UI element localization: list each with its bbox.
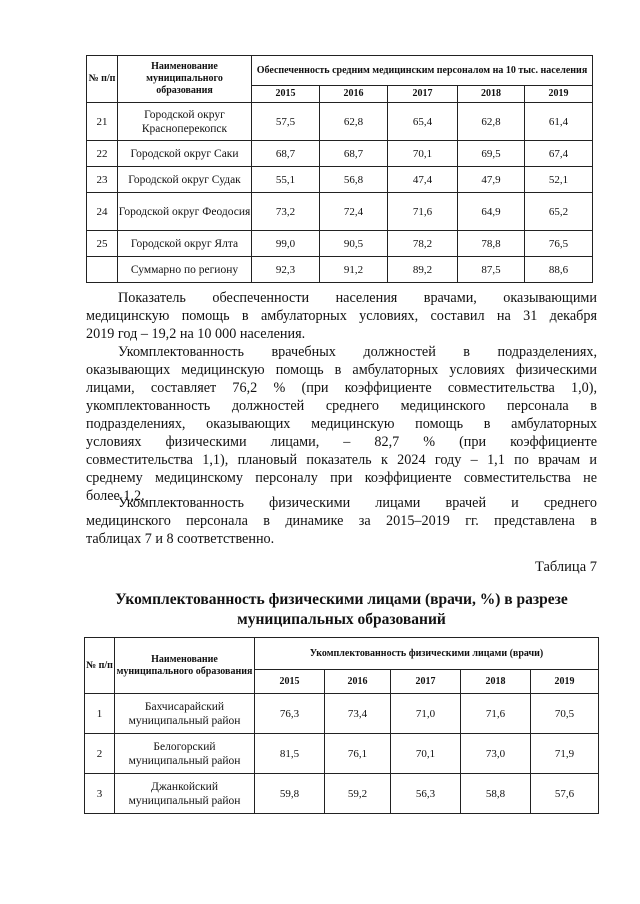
header-name: Наименование муниципального образования — [118, 56, 252, 103]
cell-value: 56,8 — [320, 167, 388, 193]
row-num: 2 — [85, 734, 115, 774]
cell-value: 68,7 — [252, 141, 320, 167]
cell-value: 78,8 — [458, 231, 525, 257]
cell-value: 59,8 — [255, 774, 325, 814]
header-group: Укомплектованность физическими лицами (врачи) — [255, 638, 599, 670]
table-row — [85, 694, 599, 734]
cell-value: 78,2 — [388, 231, 458, 257]
cell-value: 59,2 — [325, 774, 391, 814]
cell-value: 57,5 — [252, 103, 320, 141]
cell-value: 67,4 — [525, 141, 593, 167]
table-row — [87, 193, 593, 231]
text-line: Укомплектованность врачебных должностей в подразделениях, — [118, 344, 597, 360]
header-name: Наименование муниципального образования — [115, 638, 255, 694]
cell-value: 70,1 — [388, 141, 458, 167]
paragraph-1 — [86, 289, 597, 343]
cell-value: 73,2 — [252, 193, 320, 231]
row-num: 22 — [87, 141, 118, 167]
cell-value: 72,4 — [320, 193, 388, 231]
cell-value: 70,1 — [391, 734, 461, 774]
row-num: 21 — [87, 103, 118, 141]
text-line: укомплектованность должностей среднего медицинского персонала в — [86, 398, 597, 414]
cell-value: 47,9 — [458, 167, 525, 193]
row-num: 1 — [85, 694, 115, 734]
text-line: среднему медицинскому персоналу при коэффициенте совместительства не — [86, 470, 597, 486]
table-7 — [84, 637, 599, 814]
cell-value: 62,8 — [458, 103, 525, 141]
header-year: 2019 — [531, 670, 599, 694]
cell-value: 76,3 — [255, 694, 325, 734]
cell-value: 69,5 — [458, 141, 525, 167]
text-line: более 1,2. — [86, 488, 145, 504]
cell-value: 92,3 — [252, 257, 320, 283]
paragraph-2 — [86, 343, 597, 505]
header-year: 2018 — [458, 86, 525, 103]
row-name: Городской округ Саки — [118, 141, 252, 167]
text-line: Укомплектованность физическими лицами врачей и среднего — [118, 495, 597, 511]
cell-value: 76,5 — [525, 231, 593, 257]
row-name: Белогорский муниципальный район — [115, 734, 255, 774]
header-year: 2015 — [255, 670, 325, 694]
text-line: условиях физическими лицами, – 82,7 % (при коэффициенте — [86, 434, 597, 450]
table-medical-staff — [86, 55, 593, 283]
header-num: № п/п — [87, 56, 118, 103]
cell-value: 65,4 — [388, 103, 458, 141]
cell-value: 90,5 — [320, 231, 388, 257]
cell-value: 73,0 — [461, 734, 531, 774]
row-name: Бахчисарайский муниципальный район — [115, 694, 255, 734]
table-label: Таблица 7 — [534, 559, 597, 575]
cell-value: 91,2 — [320, 257, 388, 283]
cell-value: 47,4 — [388, 167, 458, 193]
row-name: Городской округ Красноперекопск — [118, 103, 252, 141]
row-name: Суммарно по региону — [118, 257, 252, 283]
cell-value: 76,1 — [325, 734, 391, 774]
text-line: совместительства 1,1), плановый показатель к 2024 году – 1,1 по врачам и — [86, 452, 597, 468]
text-line: подразделениях, оказывающих медицинскую помощь в амбулаторных — [86, 416, 597, 432]
text-line: Показатель обеспеченности населения врачами, оказывающими — [118, 290, 597, 306]
cell-value: 88,6 — [525, 257, 593, 283]
paragraph-3 — [86, 494, 597, 548]
table-title: Укомплектованность физическими лицами (врачи, %) в разрезе муниципальных образований — [115, 591, 568, 628]
header-year: 2016 — [325, 670, 391, 694]
summary-row — [87, 257, 593, 283]
text-line: медицинскую помощь в амбулаторных условиях, составил на 31 декабря — [86, 308, 597, 324]
cell-value: 68,7 — [320, 141, 388, 167]
cell-value: 70,5 — [531, 694, 599, 734]
header-year: 2017 — [388, 86, 458, 103]
cell-value: 55,1 — [252, 167, 320, 193]
cell-value: 58,8 — [461, 774, 531, 814]
text-line: медицинского персонала в динамике за 2015–2019 гг. представлена в — [86, 513, 597, 529]
header-year: 2019 — [525, 86, 593, 103]
cell-value: 56,3 — [391, 774, 461, 814]
cell-value: 71,6 — [461, 694, 531, 734]
cell-value: 52,1 — [525, 167, 593, 193]
row-num — [87, 257, 118, 283]
cell-value: 62,8 — [320, 103, 388, 141]
cell-value: 71,6 — [388, 193, 458, 231]
header-group: Обеспеченность средним медицинским персоналом на 10 тыс. населения — [252, 56, 593, 86]
text-line: оказывающих медицинскую помощь в амбулаторных условиях физическими — [86, 362, 597, 378]
row-name: Городской округ Ялта — [118, 231, 252, 257]
row-num: 25 — [87, 231, 118, 257]
row-num: 24 — [87, 193, 118, 231]
table-row — [87, 167, 593, 193]
table-row — [85, 774, 599, 814]
cell-value: 73,4 — [325, 694, 391, 734]
cell-value: 81,5 — [255, 734, 325, 774]
cell-value: 87,5 — [458, 257, 525, 283]
cell-value: 89,2 — [388, 257, 458, 283]
text-line: таблицах 7 и 8 соответственно. — [86, 531, 275, 547]
cell-value: 99,0 — [252, 231, 320, 257]
header-year: 2018 — [461, 670, 531, 694]
cell-value: 71,0 — [391, 694, 461, 734]
header-year: 2016 — [320, 86, 388, 103]
row-name: Городской округ Феодосия — [118, 193, 252, 231]
header-year: 2017 — [391, 670, 461, 694]
header-year: 2015 — [252, 86, 320, 103]
table-row — [87, 141, 593, 167]
text-line: лицами, составляет 76,2 % (при коэффициенте совместительства 1,0), — [86, 380, 597, 396]
cell-value: 71,9 — [531, 734, 599, 774]
cell-value: 57,6 — [531, 774, 599, 814]
table-row — [85, 734, 599, 774]
header-num: № п/п — [85, 638, 115, 694]
text-line: 2019 год – 19,2 на 10 000 населения. — [86, 326, 306, 342]
row-num: 3 — [85, 774, 115, 814]
row-num: 23 — [87, 167, 118, 193]
cell-value: 65,2 — [525, 193, 593, 231]
cell-value: 64,9 — [458, 193, 525, 231]
row-name: Джанкойский муниципальный район — [115, 774, 255, 814]
row-name: Городской округ Судак — [118, 167, 252, 193]
table-row — [87, 231, 593, 257]
cell-value: 61,4 — [525, 103, 593, 141]
table-row — [87, 103, 593, 141]
